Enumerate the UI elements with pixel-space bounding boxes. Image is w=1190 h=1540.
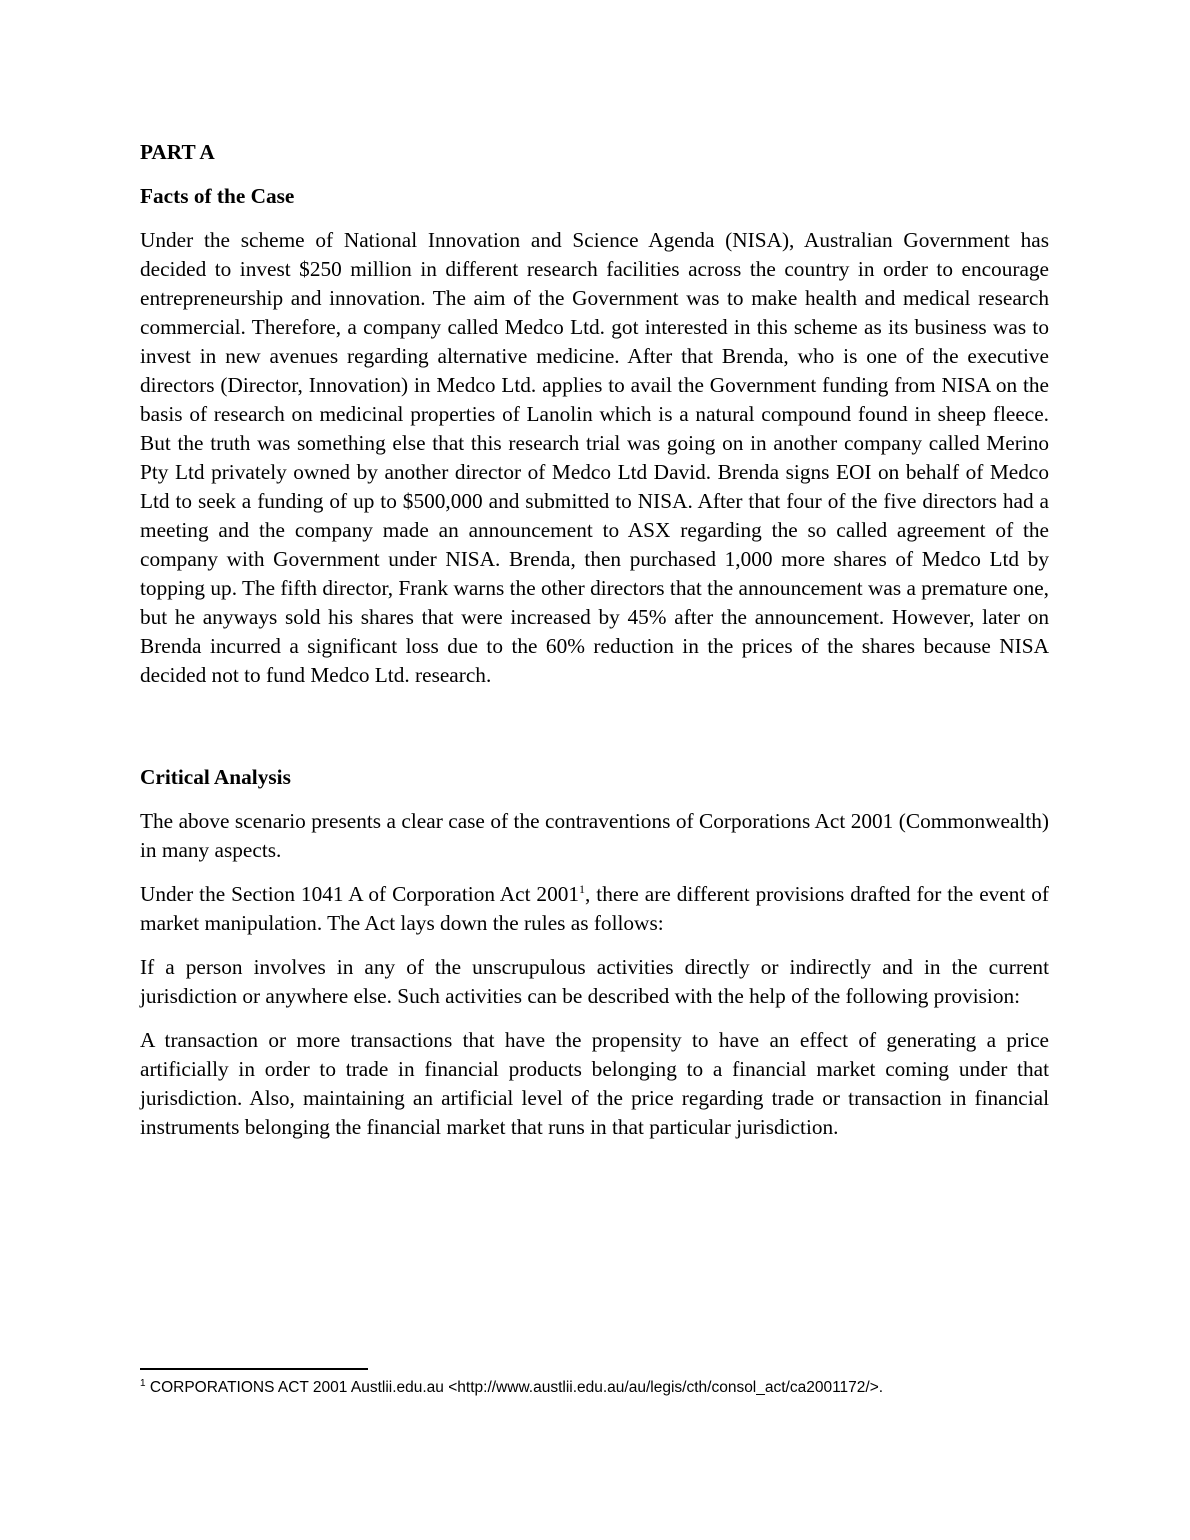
analysis-paragraph-1: The above scenario presents a clear case of the contraventions of Corporations Act 2001 (Commonwealth) in many aspects. — [140, 809, 1049, 862]
footnote-text: CORPORATIONS ACT 2001 Austlii.edu.au <http://www.austlii.edu.au/au/legis/cth/consol_act/ca2001172/>. — [145, 1379, 884, 1396]
analysis-paragraph-2-start: Under the Section 1041 A of Corporation Act 2001 — [140, 882, 580, 906]
part-title: PART A — [140, 140, 215, 164]
analysis-paragraph-2-end: , there are different provisions drafted for the event of market manipulation. The Act lays down the rules as follows: — [140, 882, 1049, 935]
document-body — [140, 138, 1049, 1157]
analysis-heading: Critical Analysis — [140, 765, 291, 789]
footnote-reference[interactable]: 1 — [579, 881, 586, 896]
facts-heading: Facts of the Case — [140, 184, 295, 208]
footnote-number: 1 — [140, 1377, 146, 1389]
analysis-paragraph-4: A transaction or more transactions that have the propensity to have an effect of generating a price artificially in order to trade in financial products belonging to a financial market coming under that jurisdiction. Also, maintaining an artificial level of the price regarding trade or transaction in financial instruments belonging the financial market that runs in that particular jurisdiction. — [140, 1028, 1049, 1139]
analysis-paragraph-3: If a person involves in any of the unscrupulous activities directly or indirectly and in the current jurisdiction or anywhere else. Such activities can be described with the help of the following provision: — [140, 955, 1049, 1008]
footnote — [140, 1378, 1070, 1398]
footnote-separator — [140, 1368, 368, 1370]
facts-paragraph: Under the scheme of National Innovation and Science Agenda (NISA), Australian Government has decided to invest $250 million in different research facilities across the country in order to encourage entrepreneurship and innovation. The aim of the Government was to make health and medical research commercial. Therefore, a company called Medco Ltd. got interested in this scheme as its business was to invest in new avenues regarding alternative medicine. After that Brenda, who is one of the executive directors (Director, Innovation) in Medco Ltd. applies to avail the Government funding from NISA on the basis of research on medicinal properties of Lanolin which is a natural compound found in sheep fleece. But the truth was something else that this research trial was going on in another company called Merino Pty Ltd privately owned by another director of Medco Ltd David. Brenda signs EOI on behalf of Medco Ltd to seek a funding of up to $500,000 and submitted to NISA. After that four of the five directors had a meeting and the company made an announcement to ASX regarding the so called agreement of the company with Government under NISA. Brenda, then purchased 1,000 more shares of Medco Ltd by topping up. The fifth director, Frank warns the other directors that the announcement was a premature one, but he anyways sold his shares that were increased by 45% after the announcement. However, later on Brenda incurred a significant loss due to the 60% reduction in the prices of the shares because NISA decided not to fund Medco Ltd. research. — [140, 228, 1049, 687]
analysis-paragraph-2 — [140, 880, 1049, 938]
